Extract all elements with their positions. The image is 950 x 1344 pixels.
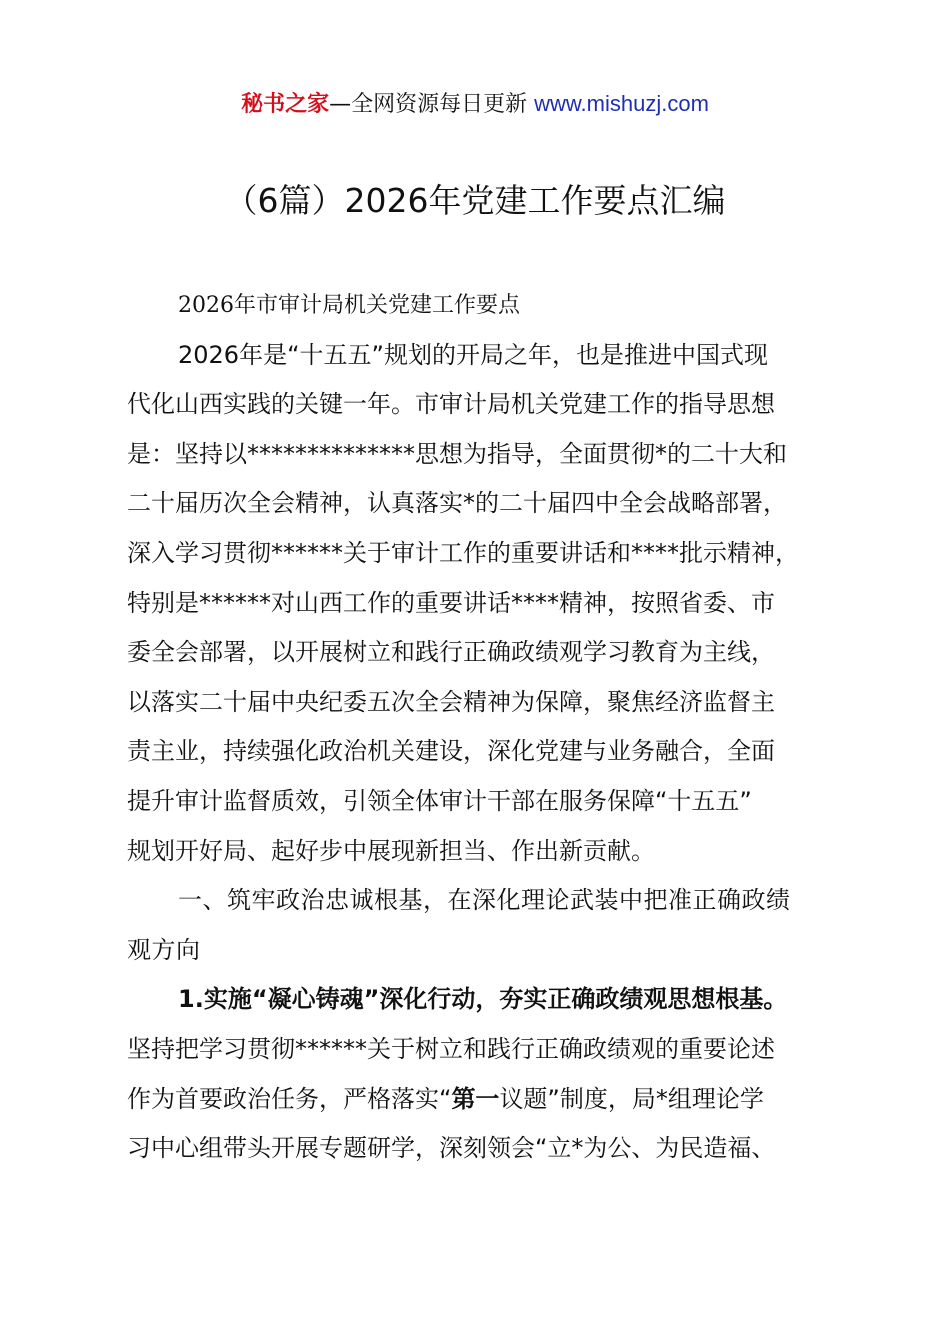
text-run: 作为首要政治任务，严格落实“ bbox=[127, 1084, 452, 1113]
section-heading-line: 一、筑牢政治忠诚根基，在深化理论武装中把准正确政绩 bbox=[178, 886, 791, 915]
paragraph-line: 规划开好局、起好步中展现新担当、作出新贡献。 bbox=[127, 836, 655, 865]
paragraph-line bbox=[127, 1075, 847, 1125]
paragraph-line: 委全会部署，以开展树立和践行正确政绩观学习教育为主线， bbox=[127, 638, 775, 667]
paragraph-line: 提升审计监督质效，引领全体审计干部在服务保障“十五五” bbox=[127, 786, 752, 815]
paragraph-line: 代化山西实践的关键一年。市审计局机关党建工作的指导思想 bbox=[127, 390, 775, 419]
item-heading-line bbox=[127, 975, 847, 1025]
intro-paragraph bbox=[127, 331, 847, 877]
site-header bbox=[0, 86, 950, 123]
item-1-paragraph bbox=[127, 975, 847, 1173]
paragraph-line: 责主业，持续强化政治机关建设，深化党建与业务融合，全面 bbox=[127, 737, 775, 766]
item-1-heading: 1.实施“凝心铸魂”深化行动，夯实正确政绩观思想根基。 bbox=[178, 985, 788, 1014]
site-brand: 秘书之家 bbox=[241, 92, 330, 117]
paragraph-line: 坚持把学习贯彻******关于树立和践行正确政绩观的重要论述 bbox=[127, 1034, 775, 1063]
paragraph-line: 是：坚持以**************思想为指导，全面贯彻*的二十大和 bbox=[127, 439, 787, 468]
site-url-link[interactable]: www.mishuzj.com bbox=[534, 91, 709, 116]
site-tagline: —全网资源每日更新 bbox=[329, 92, 535, 117]
document-body bbox=[127, 281, 847, 1174]
paragraph-line: 特别是******对山西工作的重要讲话****精神，按照省委、市 bbox=[127, 588, 775, 617]
paragraph-line: 习中心组带头开展专题研学，深刻领会“立*为公、为民造福、 bbox=[127, 1134, 776, 1163]
document-subtitle: 2026年市审计局机关党建工作要点 bbox=[178, 293, 520, 318]
paragraph-line: 二十届历次全会精神，认真落实*的二十届四中全会战略部署， bbox=[127, 489, 787, 518]
section-heading-1 bbox=[127, 876, 847, 975]
paragraph-line: 深入学习贯彻******关于审计工作的重要讲话和****批示精神， bbox=[127, 538, 799, 567]
paragraph-line: 以落实二十届中央纪委五次全会精神为保障，聚焦经济监督主 bbox=[127, 687, 775, 716]
text-run: 议题”制度，局*组理论学 bbox=[499, 1084, 764, 1113]
section-heading-line: 观方向 bbox=[127, 935, 201, 964]
paragraph-line: 2026年是“十五五”规划的开局之年，也是推进中国式现 bbox=[178, 340, 768, 369]
emphasis-text: 第一 bbox=[451, 1084, 500, 1113]
document-title: （6篇）2026年党建工作要点汇编 bbox=[224, 181, 726, 220]
